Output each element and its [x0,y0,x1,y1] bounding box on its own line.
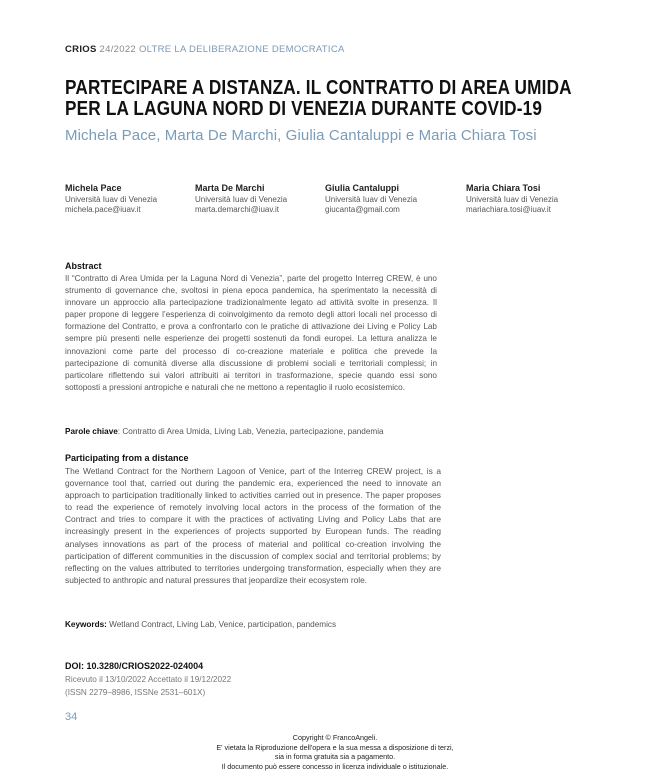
author-affiliation: Università Iuav di Venezia [466,194,559,204]
abstract-heading: Abstract [65,261,102,271]
keywords-italian-values: : Contratto di Area Umida, Living Lab, Venezia, partecipazione, pandemia [117,427,384,436]
doi[interactable]: DOI: 10.3280/CRIOS2022-024004 [65,661,204,671]
author-email[interactable]: giucanta@gmail.com [325,205,400,214]
author-name: Giulia Cantaluppi [325,183,400,193]
author-email[interactable]: mariachiara.tosi@iuav.it [466,205,551,214]
page-number: 34 [65,711,78,723]
keywords-italian-label: Parole chiave [65,427,118,436]
journal-issue: 24/2022 [99,44,136,55]
title-line-1: PARTECIPARE A DISTANZA. IL CONTRATTO DI AREA UMIDA [65,77,572,99]
journal-header [65,44,345,55]
keywords-english-values: Wetland Contract, Living Lab, Venice, participation, pandemics [106,620,337,629]
title-line-2: PER LA LAGUNA NORD DI VENEZIA DURANTE COVID-19 [65,98,543,120]
author-affiliation: Università Iuav di Venezia [65,194,158,204]
keywords-english [65,620,336,629]
author-affiliation: Università Iuav di Venezia [325,194,418,204]
paper-title [65,77,572,120]
copyright-line: sia in forma gratuita sia a pagamento. [274,752,396,761]
author-name: Maria Chiara Tosi [466,183,541,193]
english-abstract-heading: Participating from a distance [65,453,189,463]
copyright-line: Copyright © FrancoAngeli. [292,733,378,742]
received-accepted-dates: Ricevuto il 13/10/2022 Accettato il 19/12/2022 [65,675,232,684]
author-name: Michela Pace [65,183,122,193]
abstract-italian-text: Il “Contratto di Area Umida per la Laguna Nord di Venezia”, parte del progetto Interreg CREW, è uno strumento di governance che, svoltosi in piena epoca pandemica, ha sperimentato la necessità di innovare un approccio alla partecipazione tradizionalmente legato ad attività svolte in presenza. Il paper propone di leggere l’esperienza di coinvolgimento da remoto degli attori locali nel processo di formazione del Contratto, e prova a confrontarlo con le pratiche di attivazione dei Living e Policy Lab sempre più presenti nelle esperienze dei progetti sostenuti da fondi europei. La lettura analizza le innovazioni come parte del processo di co-creazione materiale e politica che prevede la partecipazione di comunità diverse alla discussione di problemi sociali e territoriali complessi; in particolare riflettendo sui valori attribuiti ai territori in trasformazione, specie quando essi sono sottoposti a pressioni antropiche e naturali che ne mettono a repentaglio il ruolo ecosistemico. [65,274,437,392]
journal-brand: CRIOS [65,44,97,55]
copyright-line: Il documento può essere concesso in licenza individuale o istituzionale. [221,761,449,771]
copyright-line: E' vietata la Riproduzione dell'opera e la sua messa a disposizione di terzi, [216,742,454,752]
author-block [195,183,287,216]
author-block [466,183,558,216]
author-block [65,183,157,216]
abstract-english-text: The Wetland Contract for the Northern Lagoon of Venice, part of the Interreg CREW project, is a governance tool that, carried out during the pandemic era, experienced the need to innovate an approach to participation traditionally linked to activities carried out in presence. The paper proposes to read the experience of remotely involving local actors in the process of the formation of the Contract and tries to compare it with the practices of activating Living and Policy Labs that are increasingly present in the experiences of projects supported by European funds. The reading analyses innovations as part of the process of material and political co-creation involving the participation of different communities in the discussion of complex social and territorial problems; by reflecting on the values attributed to territories undergoing transformation, especially when they are subjected to anthropic and natural pressures that jeopardize their ecosystem role. [65,466,441,585]
keywords-english-label: Keywords: [65,620,107,629]
author-affiliation: Università Iuav di Venezia [195,194,288,204]
issn: (ISSN 2279–8986, ISSNe 2531–601X) [65,688,206,697]
authors-line: Michela Pace, Marta De Marchi, Giulia Cantaluppi e Maria Chiara Tosi [65,127,537,144]
keywords-italian [65,427,384,436]
author-block [325,183,417,216]
copyright-notice [170,733,500,771]
author-email[interactable]: marta.demarchi@iuav.it [195,205,279,214]
author-name: Marta De Marchi [195,183,265,193]
journal-section: OLTRE LA DELIBERAZIONE DEMOCRATICA [138,44,345,55]
author-email[interactable]: michela.pace@iuav.it [65,205,141,214]
